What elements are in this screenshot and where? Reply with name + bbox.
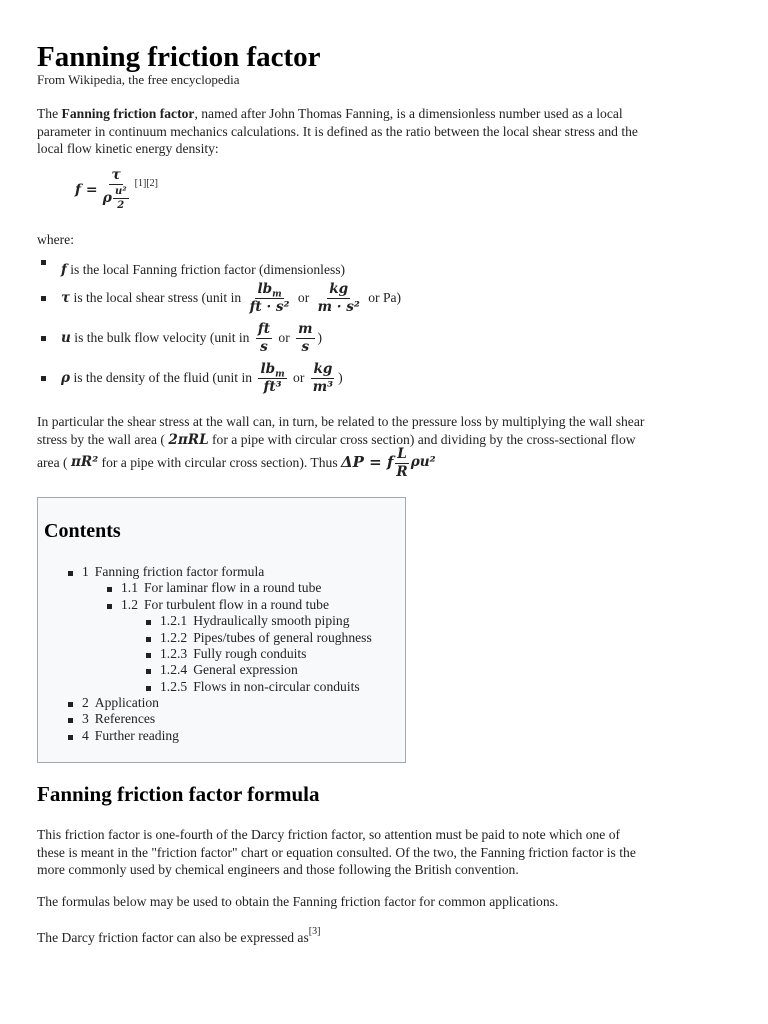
definition-text: is the local shear stress (unit in (70, 290, 245, 305)
symbol-rho: ρ (61, 370, 71, 386)
definition-item-tau (61, 280, 401, 316)
toc-title: Contents (44, 520, 121, 542)
intro-text: local flow kinetic energy density: (37, 141, 219, 156)
formula-inner-den: 2 (117, 200, 125, 211)
pressure-eq-lhs: ΔP = f (341, 453, 394, 472)
definition-tail: or Pa) (364, 290, 402, 305)
formula-inner-fraction (113, 186, 129, 211)
intro-text: , named after John Thomas Fanning, is a dimensionless number used as a local (194, 106, 623, 121)
intro-paragraph (37, 105, 727, 158)
symbol-f: f (61, 262, 67, 278)
fanning-formula: f = τ ρ $\frac{\text{u²}}{2}$ [1][2] (75, 167, 158, 211)
toc-item[interactable]: 1 Fanning friction factor formula (82, 564, 265, 579)
wall-shear-paragraph (37, 413, 727, 480)
definition-tail: ) (317, 330, 323, 345)
definition-text: is the bulk flow velocity (unit in (70, 330, 253, 345)
where-label: where: (37, 232, 74, 247)
symbol-tau: τ (61, 290, 71, 306)
wall-text: for a pipe with circular cross section). Thus (98, 455, 342, 471)
formula-rho: ρ (102, 190, 112, 206)
or-text: or (289, 370, 308, 385)
formula-denominator (101, 185, 132, 211)
darcy-text: The Darcy friction factor can also be expressed as (37, 930, 309, 945)
unit-fraction: $\frac{kg}{\text{m³}}$ (312, 360, 334, 395)
section-text: more commonly used by chemical engineers and those following the British convention. (37, 862, 519, 877)
unit-fraction: $\frac{lb_m}{\text{ft · s²}}$ (249, 280, 290, 315)
definition-text: is the local Fanning friction factor (dimensionless) (66, 262, 346, 277)
pressure-eq-fraction: $\frac{L}{R}$ (396, 445, 408, 480)
unit-fraction: $\frac{ft}{s}$ (257, 320, 271, 355)
unit-fraction: $\frac{lb_m}{\text{ft³}}$ (260, 360, 285, 395)
page-subtitle: From Wikipedia, the free encyclopedia (37, 72, 240, 87)
darcy-ref[interactable]: [3] (308, 926, 321, 938)
section-text: these is meant in the "friction factor" chart or equation consulted. Of the two, the Fanning friction factor is the (37, 844, 636, 860)
section-text: This friction factor is one-fourth of the Darcy friction factor, so attention must be paid to note which one of (37, 827, 621, 842)
formula-numerator: τ (111, 167, 121, 183)
definition-item-f (61, 260, 401, 280)
toc-item[interactable]: 1.2.2 Pipes/tubes of general roughness (160, 630, 372, 645)
toc-item[interactable]: 1.2 For turbulent flow in a round tube (121, 597, 329, 612)
definition-item-u (61, 316, 401, 360)
intro-bold-term: Fanning friction factor (61, 106, 195, 121)
toc-item[interactable]: 3 References (82, 711, 156, 726)
formula-lhs: f = (75, 181, 98, 198)
wall-text: for a pipe with circular cross section) and dividing by the cross-sectional flow (208, 431, 636, 447)
symbol-u: u (61, 330, 71, 346)
wall-text: area ( (37, 455, 71, 471)
unit-fraction: $\frac{m}{s}$ (298, 320, 313, 355)
formulas-note: The formulas below may be used to obtain the Fanning friction factor for common applications. (37, 894, 559, 909)
toc-item[interactable]: 4 Further reading (82, 728, 179, 743)
darcy-note (37, 926, 727, 947)
unit-fraction: $\frac{kg}{\text{m · s²}}$ (317, 280, 360, 315)
cross-section-math: πR² (70, 454, 99, 471)
definition-text: is the density of the fluid (unit in (70, 370, 256, 385)
definition-tail: ) (338, 370, 343, 385)
toc-item[interactable]: 1.1 For laminar flow in a round tube (121, 580, 322, 595)
page-title: Fanning friction factor (37, 41, 321, 73)
wall-text: stress by the wall area ( (37, 431, 169, 447)
toc-item[interactable]: 1.2.1 Hydraulically smooth piping (160, 613, 350, 628)
wall-area-math: 2πRL (168, 431, 209, 448)
definition-item-rho (61, 360, 401, 396)
or-text: or (275, 330, 294, 345)
formula-fraction (101, 168, 132, 211)
definition-list (61, 260, 401, 396)
toc-item[interactable]: 2 Application (82, 695, 159, 710)
or-text: or (294, 290, 313, 305)
pressure-eq-tail: ρu² (410, 454, 436, 471)
intro-text: parameter in continuum mechanics calculations. It is defined as the ratio between the local shear stress and the (37, 123, 638, 139)
section-paragraph (37, 826, 727, 879)
table-of-contents (37, 497, 406, 763)
toc-item[interactable]: 1.2.5 Flows in non-circular conduits (160, 679, 360, 694)
section-heading: Fanning friction factor formula (37, 782, 320, 806)
toc-item[interactable]: 1.2.4 General expression (160, 662, 298, 677)
wall-text: In particular the shear stress at the wall can, in turn, be related to the pressure loss by multiplying the wall shear (37, 414, 645, 429)
formula-inner-num: u² (114, 186, 127, 197)
toc-item[interactable]: 1.2.3 Fully rough conduits (160, 646, 307, 661)
intro-text: The (37, 106, 62, 121)
